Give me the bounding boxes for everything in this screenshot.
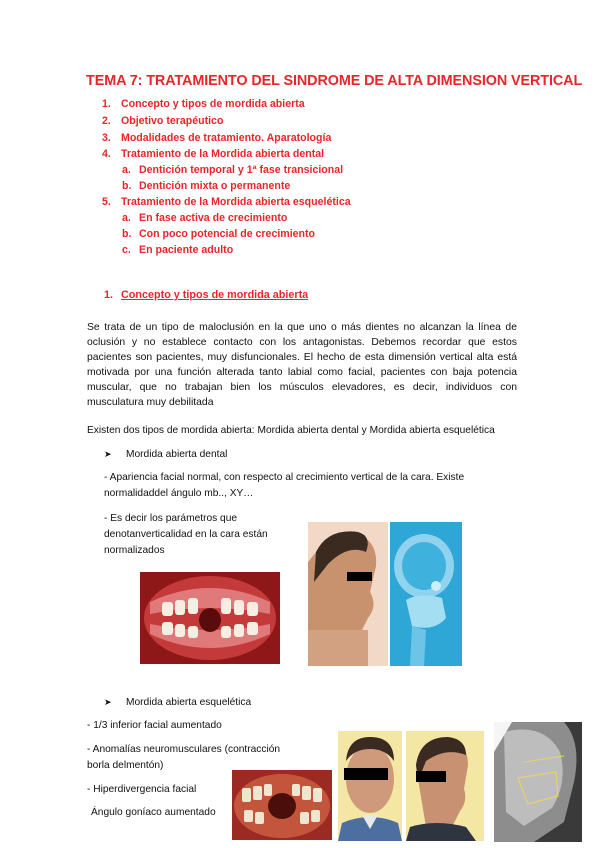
toc-item: 1. Concepto y tipos de mordida abierta xyxy=(102,98,305,110)
skeletal-text-line: borla delmentón) xyxy=(87,760,164,771)
intraoral-photo-skeletal xyxy=(232,770,332,840)
dental-text-line: denotanverticalidad en la cara están xyxy=(104,529,268,540)
dental-text-line: normalidaddel ángulo mb.., XY… xyxy=(104,488,254,499)
arrow-bullet-icon: ➤ xyxy=(104,697,112,707)
section-heading: 1. Concepto y tipos de mordida abierta xyxy=(104,289,309,301)
dental-bullet: ➤ Mordida abierta dental xyxy=(104,449,228,460)
toc-subitem: b. Dentición mixta o permanente xyxy=(122,180,291,192)
skeletal-text-line: - Hiperdivergencia facial xyxy=(87,784,197,795)
dental-text-line: normalizados xyxy=(104,545,165,556)
frontal-face-photo xyxy=(338,731,402,841)
cephalometric-xray-skeletal xyxy=(494,722,582,842)
arrow-bullet-icon: ➤ xyxy=(104,449,112,459)
toc-item: 5. Tratamiento de la Mordida abierta esquelética xyxy=(102,196,351,208)
profile-photo-dental xyxy=(308,522,388,666)
toc-item: 2. Objetivo terapéutico xyxy=(102,115,224,127)
intro-paragraph: Se trata de un tipo de maloclusión en la que uno o más dientes no alcanzan la línea de oclusión y no establece contacto con los antagonistas. Debemos recordar que estos pacientes son pacientes, muy disfuncionales. El hecho de esta dimensión vertical alta está motivada por una función alterada tanto labial como facial, pacientes con baja potencia muscular, que no trabajan bien los músculos elevadores, es decir, individuos con musculatura muy debilitada xyxy=(87,322,517,408)
skeletal-text-line: - 1/3 inferior facial aumentado xyxy=(87,720,222,731)
eye-censor-bar xyxy=(344,768,388,780)
document-title: TEMA 7: TRATAMIENTO DEL SINDROME DE ALTA DIMENSION VERTICAL xyxy=(86,73,583,89)
skeletal-text-line: - Anomalías neuromusculares (contracción xyxy=(87,744,281,755)
cephalometric-xray-dental xyxy=(390,522,462,666)
toc-subitem: b. Con poco potencial de crecimiento xyxy=(122,228,316,240)
toc-subitem: c. En paciente adulto xyxy=(122,244,234,256)
side-face-photo xyxy=(406,731,484,841)
dental-text-line: - Es decir los parámetros que xyxy=(104,513,238,524)
skeletal-text-line: Ángulo goníaco aumentado xyxy=(91,807,216,818)
toc-subitem: a. Dentición temporal y 1ª fase transicional xyxy=(122,164,344,176)
types-line: Existen dos tipos de mordida abierta: Mordida abierta dental y Mordida abierta esquelética xyxy=(87,425,495,436)
intraoral-photo-dental xyxy=(140,572,280,664)
skeletal-bullet: ➤ Mordida abierta esquelética xyxy=(104,697,252,708)
eye-censor-bar xyxy=(347,572,372,581)
dental-text-line: - Apariencia facial normal, con respecto al crecimiento vertical de la cara. Existe xyxy=(104,472,465,483)
eye-censor-bar xyxy=(416,771,446,782)
toc-subitem: a. En fase activa de crecimiento xyxy=(122,212,288,224)
toc-item: 3. Modalidades de tratamiento. Aparatología xyxy=(102,132,332,144)
toc-item: 4. Tratamiento de la Mordida abierta dental xyxy=(102,148,325,160)
